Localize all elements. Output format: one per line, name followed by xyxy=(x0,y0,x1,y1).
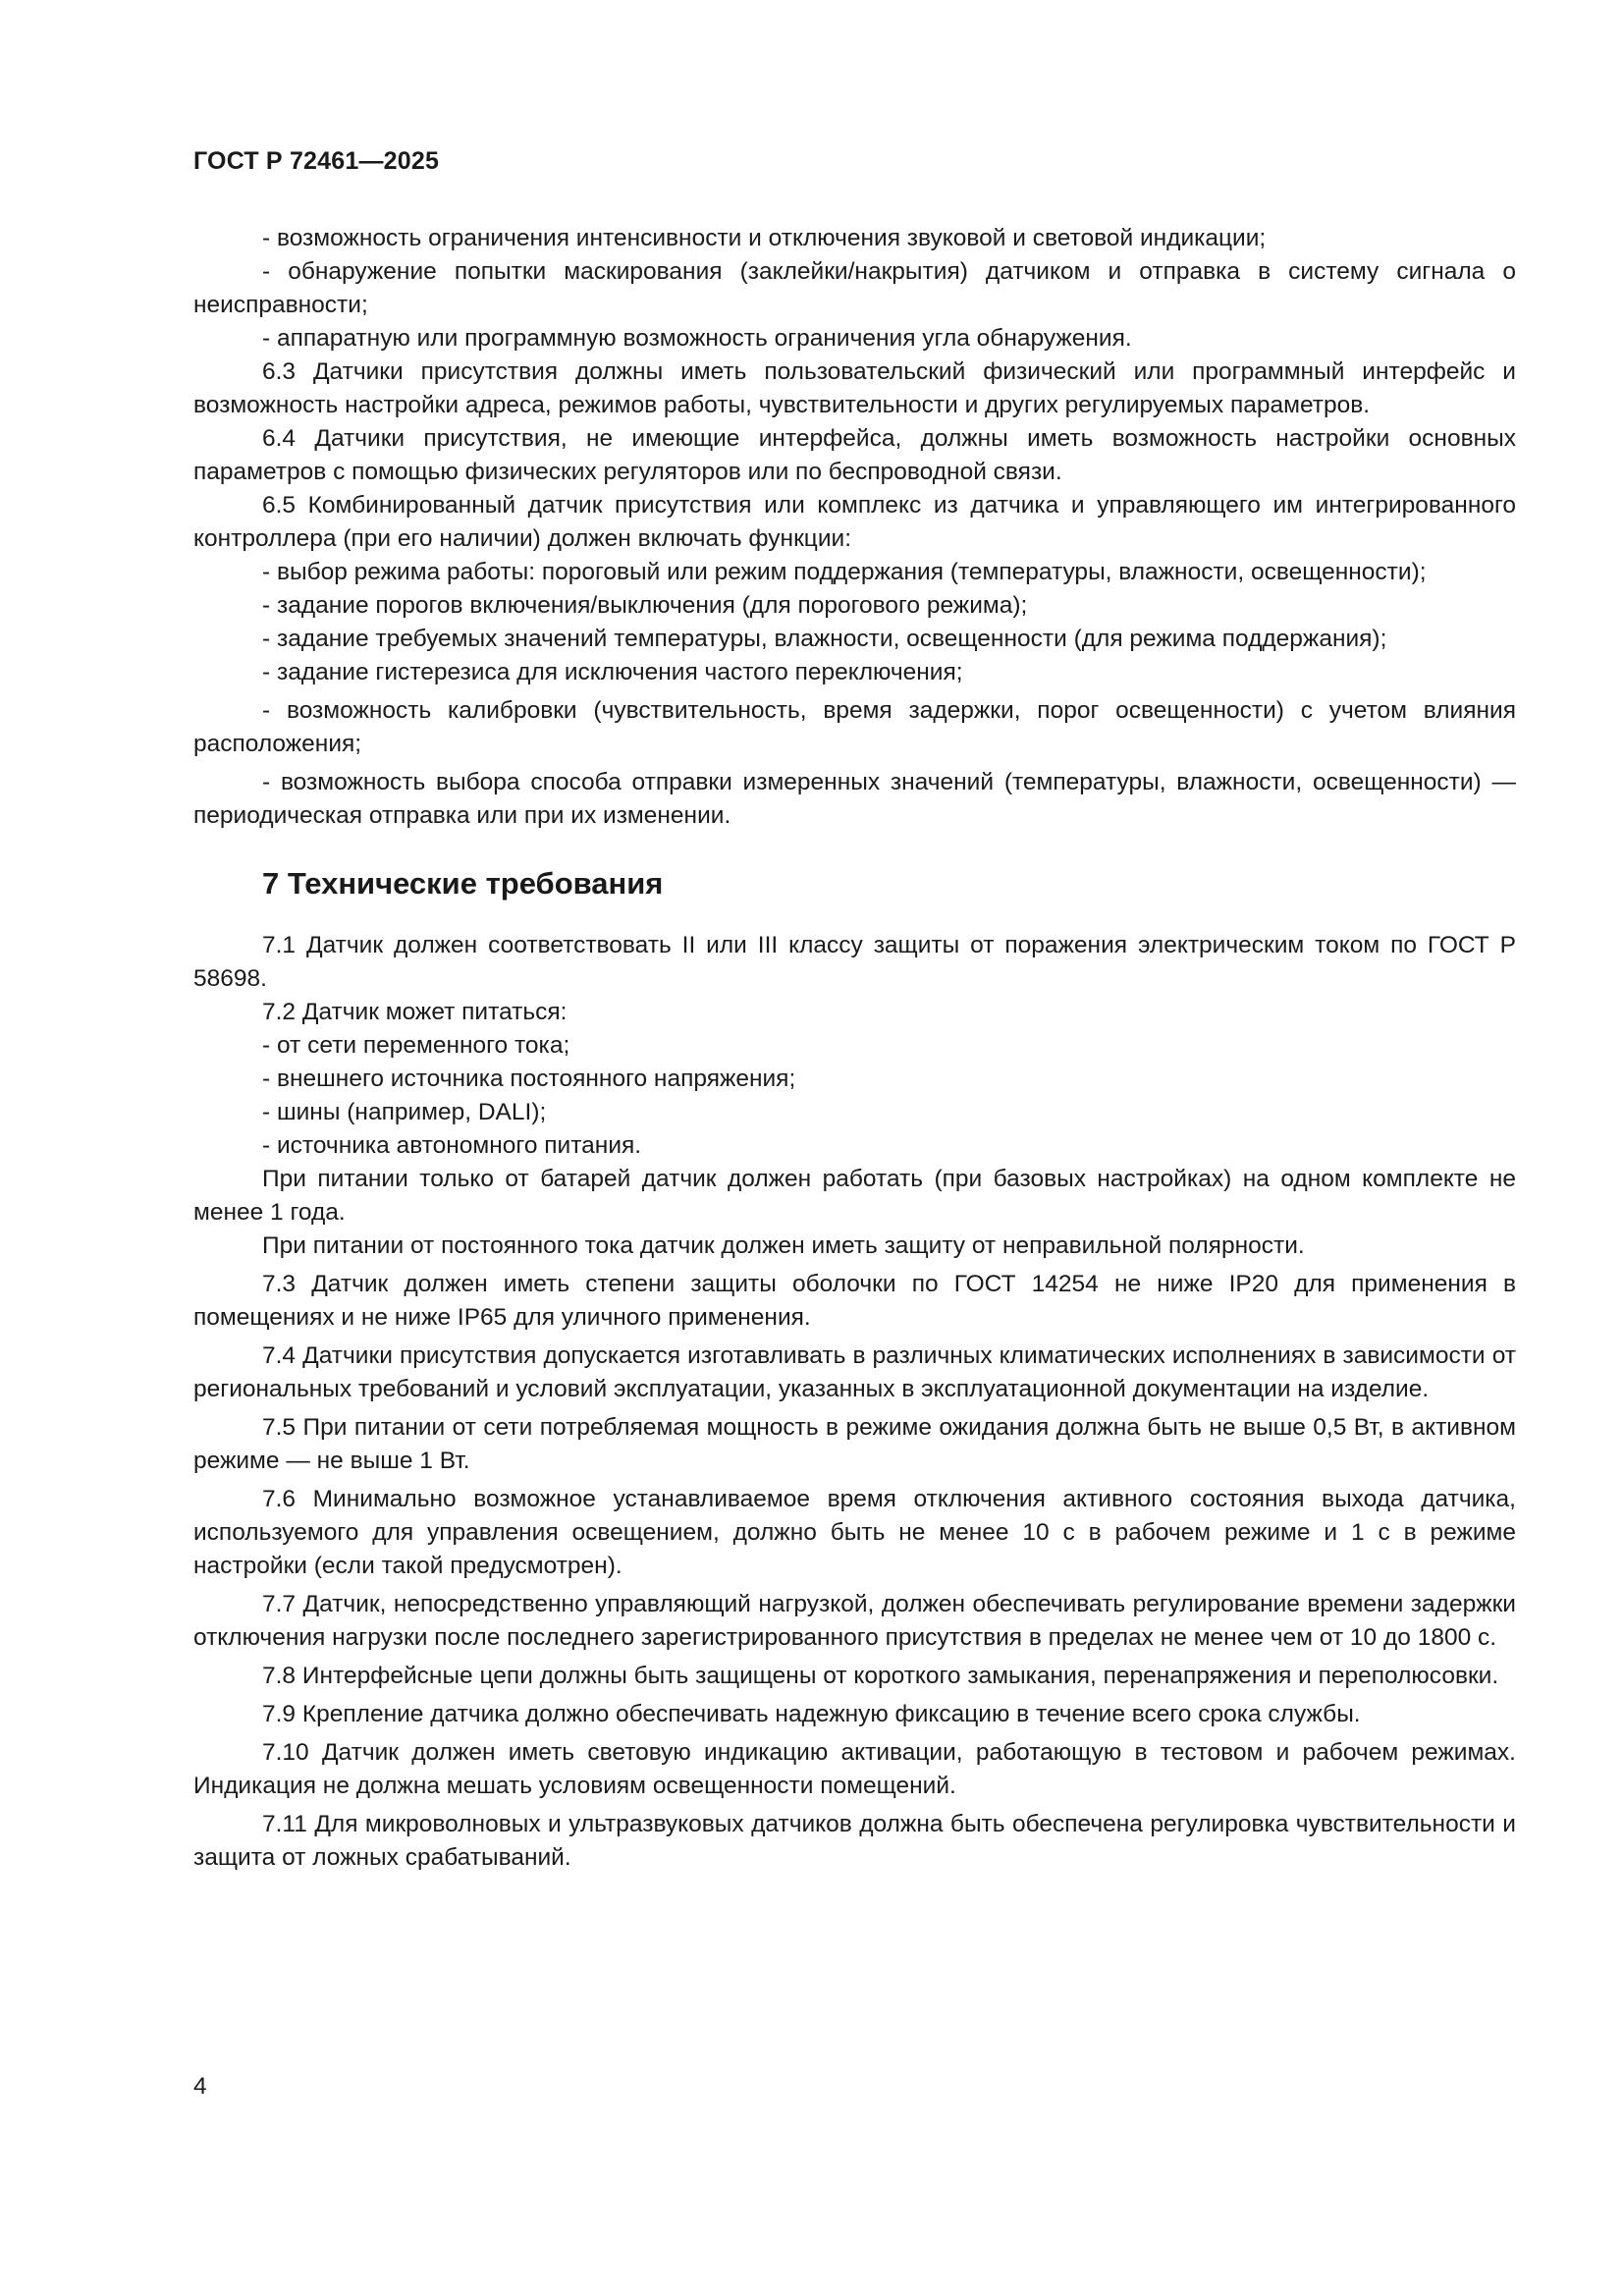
list-item-mode-select: - выбор режима работы: пороговый или режим поддержания (температуры, влажности, освещенности); xyxy=(262,559,1427,585)
clause-7-1: 7.1 Датчик должен соответствовать II или III классу защиты от поражения электрическим током по ГОСТ Р 58698. xyxy=(193,932,1516,992)
list-item-dc-source: - внешнего источника постоянного напряжения; xyxy=(262,1066,796,1092)
clause-6-5: 6.5 Комбинированный датчик присутствия или комплекс из датчика и управляющего им интегрированного контроллера (при его наличии) должен включать функции: xyxy=(193,492,1516,552)
clause-6-3: 6.3 Датчики присутствия должны иметь пользовательский физический или программный интерфейс и возможность настройки адреса, режимов работы, чувствительности и других регулируемых параметров. xyxy=(193,358,1516,418)
list-item-bus: - шины (например, DALI); xyxy=(262,1099,547,1125)
clause-7-6: 7.6 Минимально возможное устанавливаемое время отключения активного состояния выхода датчика, используемого для управления освещением, должно быть не менее 10 с в рабочем режиме и 1 с в режиме настройки (если такой предусмотрен). xyxy=(193,1486,1516,1579)
list-item-calibration: - возможность калибровки (чувствительность, время задержки, порог освещенности) с учетом влияния расположения; xyxy=(193,697,1516,757)
list-item-send-mode: - возможность выбора способа отправки измеренных значений (температуры, влажности, освещенности) — периодическая отправка или при их изменении. xyxy=(193,769,1516,829)
page-number: 4 xyxy=(193,2073,207,2100)
clause-7-4: 7.4 Датчики присутствия допускается изготавливать в различных климатических исполнениях в зависимости от региональных требований и условий эксплуатации, указанных в эксплуатационной документации на изделие. xyxy=(193,1342,1516,1402)
clause-7-8: 7.8 Интерфейсные цепи должны быть защищены от короткого замыкания, перенапряжения и переполюсовки. xyxy=(262,1663,1499,1689)
list-item-angle-limit: - аппаратную или программную возможность ограничения угла обнаружения. xyxy=(262,325,1132,352)
list-item-hysteresis: - задание гистерезиса для исключения частого переключения; xyxy=(262,659,963,685)
clause-7-9: 7.9 Крепление датчика должно обеспечивать надежную фиксацию в течение всего срока службы. xyxy=(262,1701,1361,1727)
list-item-autonomous: - источника автономного питания. xyxy=(262,1132,642,1159)
section-7-heading: 7 Технические требования xyxy=(262,866,664,901)
list-item-ac-mains: - от сети переменного тока; xyxy=(262,1032,570,1059)
clause-7-2: 7.2 Датчик может питаться: xyxy=(262,999,568,1025)
list-item-masking-detection: - обнаружение попытки маскирования (заклейки/накрытия) датчиком и отправка в систему сигнала о неисправности; xyxy=(193,258,1516,318)
clause-7-3: 7.3 Датчик должен иметь степени защиты оболочки по ГОСТ 14254 не ниже IP20 для применения в помещениях и не ниже IP65 для уличного применения. xyxy=(193,1271,1516,1331)
clause-7-7: 7.7 Датчик, непосредственно управляющий нагрузкой, должен обеспечивать регулирование времени задержки отключения нагрузки после последнего зарегистрированного присутствия в пределах не менее чем от 10 до 1800 с. xyxy=(193,1591,1516,1651)
list-item-indication-limit: - возможность ограничения интенсивности и отключения звуковой и световой индикации; xyxy=(262,225,1267,251)
list-item-target-values: - задание требуемых значений температуры, влажности, освещенности (для режима поддержания); xyxy=(262,626,1387,652)
standard-header: ГОСТ Р 72461—2025 xyxy=(193,147,440,175)
clause-7-11: 7.11 Для микроволновых и ультразвуковых датчиков должна быть обеспечена регулировка чувствительности и защита от ложных срабатываний. xyxy=(193,1811,1516,1871)
list-item-thresholds: - задание порогов включения/выключения (для порогового режима); xyxy=(262,592,1028,619)
clause-6-4: 6.4 Датчики присутствия, не имеющие интерфейса, должны иметь возможность настройки основных параметров с помощью физических регуляторов или по беспроводной связи. xyxy=(193,425,1516,485)
clause-7-5: 7.5 При питании от сети потребляемая мощность в режиме ожидания должна быть не выше 0,5 Вт, в активном режиме — не выше 1 Вт. xyxy=(193,1414,1516,1474)
polarity-requirement: При питании от постоянного тока датчик должен иметь защиту от неправильной полярности. xyxy=(262,1232,1305,1259)
clause-7-10: 7.10 Датчик должен иметь световую индикацию активации, работающую в тестовом и рабочем режимах. Индикация не должна мешать условиям освещенности помещений. xyxy=(193,1739,1516,1799)
document-body xyxy=(193,222,1516,1875)
battery-requirement: При питании только от батарей датчик должен работать (при базовых настройках) на одном комплекте не менее 1 года. xyxy=(193,1166,1516,1226)
